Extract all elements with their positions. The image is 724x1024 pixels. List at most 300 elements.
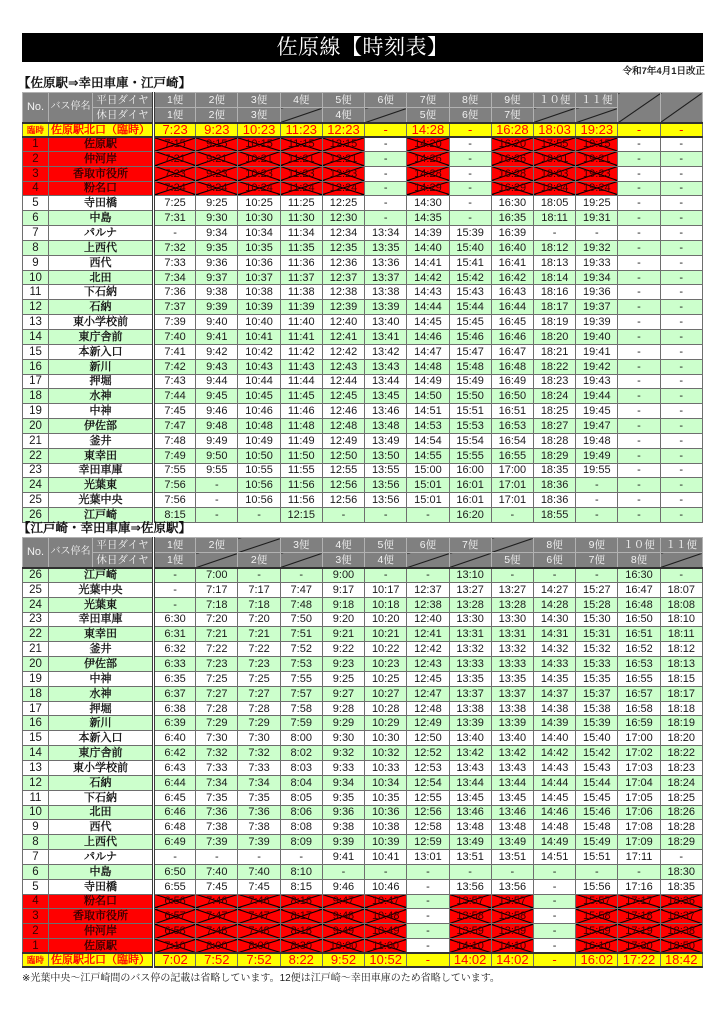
departure-time: 13:44: [491, 775, 533, 790]
departure-time: 8:15: [154, 508, 196, 523]
departure-time-cancelled: 19:15: [576, 137, 618, 152]
departure-time-cancelled: 8:18: [280, 924, 322, 939]
departure-time: -: [618, 508, 660, 523]
departure-time: 15:49: [449, 374, 491, 389]
departure-time: 13:51: [491, 850, 533, 865]
departure-time: 7:42: [154, 359, 196, 374]
stop-name: パルナ: [49, 226, 154, 241]
departure-time: 6:48: [154, 820, 196, 835]
departure-time-cancelled: 8:30: [280, 939, 322, 954]
departure-time: -: [660, 448, 702, 463]
departure-time: 6:30: [154, 612, 196, 627]
stop-row: [23, 835, 703, 850]
trip-header-holiday: 1便: [154, 108, 196, 123]
trip-header-holiday-none: [196, 553, 238, 568]
trip-header-weekday: 9便: [491, 93, 533, 108]
departure-time: 11:36: [280, 255, 322, 270]
departure-time: 12:58: [407, 820, 449, 835]
departure-time: -: [618, 196, 660, 211]
departure-time: 9:25: [196, 196, 238, 211]
departure-time: 12:46: [322, 404, 364, 419]
departure-time: 10:41: [238, 329, 280, 344]
departure-time: 10:27: [365, 686, 407, 701]
departure-time: -: [238, 568, 280, 583]
departure-time: 18:17: [660, 686, 702, 701]
departure-time: 14:28: [407, 123, 449, 137]
departure-time: -: [154, 226, 196, 241]
departure-time-cancelled: 11:23: [280, 166, 322, 181]
departure-time: -: [449, 137, 491, 152]
departure-time: 17:05: [618, 790, 660, 805]
departure-time: -: [660, 315, 702, 330]
trip-header-weekday: 4便: [322, 538, 364, 553]
departure-time: 15:37: [576, 686, 618, 701]
departure-time: 12:55: [407, 790, 449, 805]
departure-time: 18:13: [533, 255, 575, 270]
trip-header-weekday: 3便: [280, 538, 322, 553]
departure-time: 12:49: [407, 716, 449, 731]
departure-time: 14:55: [407, 448, 449, 463]
departure-time: 7:40: [238, 864, 280, 879]
departure-time: 15:28: [576, 597, 618, 612]
departure-time: 18:26: [660, 805, 702, 820]
departure-time: 19:39: [576, 315, 618, 330]
departure-time: 7:36: [238, 805, 280, 820]
departure-time: 15:40: [576, 731, 618, 746]
departure-time: 19:47: [576, 419, 618, 434]
departure-time: 10:42: [238, 344, 280, 359]
departure-time: 9:36: [196, 255, 238, 270]
trip-header-holiday-none: [449, 553, 491, 568]
departure-time: -: [407, 939, 449, 954]
departure-time: -: [533, 924, 575, 939]
departure-time: -: [618, 478, 660, 493]
stop-row: [23, 404, 703, 419]
departure-time: 13:44: [365, 374, 407, 389]
title-bar: [22, 33, 703, 62]
departure-time: 10:21: [365, 627, 407, 642]
departure-time: 7:53: [280, 657, 322, 672]
departure-time: 12:43: [322, 359, 364, 374]
departure-time: -: [280, 568, 322, 583]
departure-time: -: [365, 211, 407, 226]
stop-name: 伊佐部: [49, 419, 154, 434]
departure-time: 9:48: [196, 419, 238, 434]
stop-number: 4: [23, 894, 49, 909]
departure-time: 16:58: [618, 701, 660, 716]
departure-time: -: [365, 181, 407, 196]
stop-row: [23, 657, 703, 672]
departure-time: 15:44: [449, 300, 491, 315]
departure-time: 19:49: [576, 448, 618, 463]
revision-date: 令和7年4月1日改正: [622, 66, 705, 77]
stop-number: 3: [23, 166, 49, 181]
departure-time: 6:40: [154, 731, 196, 746]
departure-time: 9:23: [322, 657, 364, 672]
departure-time: 10:28: [365, 701, 407, 716]
departure-time: 14:45: [407, 315, 449, 330]
departure-time: 15:39: [576, 716, 618, 731]
departure-time: 9:32: [322, 746, 364, 761]
departure-time: 18:29: [533, 448, 575, 463]
departure-time: -: [618, 181, 660, 196]
departure-time-cancelled: 9:49: [322, 924, 364, 939]
departure-time: 12:25: [322, 196, 364, 211]
departure-time: 7:50: [280, 612, 322, 627]
departure-time: 7:29: [196, 716, 238, 731]
departure-time: 12:37: [322, 270, 364, 285]
departure-time: 15:49: [576, 835, 618, 850]
trip-header-holiday: 6便: [449, 108, 491, 123]
stop-name: 本新入口: [49, 344, 154, 359]
departure-time: 14:45: [533, 790, 575, 805]
departure-time: -: [365, 568, 407, 583]
stop-number: 19: [23, 671, 49, 686]
trip-header-unused: [660, 93, 702, 123]
departure-time: 12:45: [322, 389, 364, 404]
departure-time: 17:04: [618, 775, 660, 790]
departure-time: 13:10: [449, 568, 491, 583]
departure-time-cancelled: 17:30: [618, 939, 660, 954]
trip-header-holiday-none: [365, 108, 407, 123]
trip-header-holiday: 4便: [365, 553, 407, 568]
departure-time: 10:40: [238, 315, 280, 330]
departure-time: 10:41: [365, 850, 407, 865]
departure-time: 12:44: [322, 374, 364, 389]
stop-name: 上西代: [49, 240, 154, 255]
departure-time: 12:56: [322, 493, 364, 508]
suspended-stop-row: [23, 181, 703, 196]
departure-time-cancelled: 14:10: [491, 939, 533, 954]
stop-name: 東庁舎前: [49, 329, 154, 344]
departure-time: 10:38: [365, 820, 407, 835]
departure-time: 16:57: [618, 686, 660, 701]
departure-time: 12:38: [407, 597, 449, 612]
timetable-body: [23, 568, 703, 968]
departure-time: 18:14: [533, 270, 575, 285]
stop-name: 東幸田: [49, 627, 154, 642]
departure-time: 16:01: [449, 478, 491, 493]
timetable-outbound: [22, 92, 703, 523]
stop-name: 東小学校前: [49, 760, 154, 775]
stop-name: 上西代: [49, 835, 154, 850]
stop-row: [23, 731, 703, 746]
departure-time: 17:06: [618, 805, 660, 820]
stop-number: 17: [23, 374, 49, 389]
departure-time-cancelled: 17:55: [533, 137, 575, 152]
departure-time: 16:55: [491, 448, 533, 463]
departure-time: 14:35: [407, 211, 449, 226]
departure-time-cancelled: 18:38: [660, 924, 702, 939]
stop-row: [23, 300, 703, 315]
departure-time: 10:45: [238, 389, 280, 404]
departure-time: 9:29: [322, 716, 364, 731]
departure-time: 12:49: [322, 433, 364, 448]
departure-time-cancelled: 7:47: [238, 909, 280, 924]
departure-time: 14:37: [533, 686, 575, 701]
departure-time: -: [576, 493, 618, 508]
departure-time: 10:55: [238, 463, 280, 478]
departure-time: -: [660, 285, 702, 300]
departure-time: 10:39: [238, 300, 280, 315]
header-holiday-schedule: 休日ダイヤ: [93, 108, 154, 123]
header-row-holiday: [23, 553, 703, 568]
departure-time: 18:07: [660, 582, 702, 597]
departure-time: 13:36: [365, 255, 407, 270]
departure-time: 13:31: [491, 627, 533, 642]
departure-time: 14:53: [407, 419, 449, 434]
departure-time: 14:02: [449, 953, 491, 967]
departure-time: 7:02: [154, 953, 196, 967]
departure-time: 18:25: [533, 404, 575, 419]
stop-number: 24: [23, 478, 49, 493]
departure-time: 18:13: [660, 657, 702, 672]
trip-header-weekday: 1便: [154, 93, 196, 108]
departure-time: 10:38: [238, 285, 280, 300]
trip-header-weekday-none: [491, 538, 533, 553]
departure-time: 7:52: [280, 642, 322, 657]
stop-row: [23, 820, 703, 835]
stop-number: 16: [23, 716, 49, 731]
departure-time: 15:27: [576, 582, 618, 597]
departure-time: 7:31: [154, 211, 196, 226]
departure-time-cancelled: 16:26: [491, 151, 533, 166]
departure-time: 12:54: [407, 775, 449, 790]
departure-time: 9:41: [196, 329, 238, 344]
departure-time: -: [154, 568, 196, 583]
trip-header-weekday: 5便: [365, 538, 407, 553]
departure-time: -: [618, 226, 660, 241]
departure-time: 13:32: [449, 642, 491, 657]
departure-time: 9:52: [322, 953, 364, 967]
departure-time: 9:27: [322, 686, 364, 701]
departure-time: -: [660, 255, 702, 270]
departure-time: 18:22: [533, 359, 575, 374]
departure-time: 15:42: [449, 270, 491, 285]
departure-time: 8:06: [280, 805, 322, 820]
footnote: ※光葉中央～江戸崎間のバス停の記載は省略しています。12便は江戸崎～幸田車庫のため省略しています。: [22, 973, 500, 984]
departure-time: 16:59: [618, 716, 660, 731]
departure-time: 17:01: [491, 493, 533, 508]
stop-row: [23, 627, 703, 642]
departure-time: 7:47: [154, 419, 196, 434]
departure-time: 11:49: [280, 433, 322, 448]
departure-time: -: [449, 166, 491, 181]
departure-time: 10:20: [365, 612, 407, 627]
stop-row: [23, 359, 703, 374]
departure-time: 12:59: [407, 835, 449, 850]
stop-number: 25: [23, 493, 49, 508]
departure-time: 9:35: [322, 790, 364, 805]
departure-time-cancelled: 14:10: [449, 939, 491, 954]
departure-time: 15:35: [576, 671, 618, 686]
departure-time: 9:38: [322, 820, 364, 835]
trip-header-holiday: 2便: [238, 553, 280, 568]
departure-time: 8:08: [280, 820, 322, 835]
departure-time: 14:28: [533, 597, 575, 612]
departure-time-cancelled: 13:58: [491, 909, 533, 924]
departure-time: 10:37: [238, 270, 280, 285]
trip-header-holiday: 3便: [322, 553, 364, 568]
stop-number: 19: [23, 404, 49, 419]
trip-header-weekday: 4便: [280, 93, 322, 108]
trip-header-holiday-none: [660, 553, 702, 568]
departure-time-cancelled: 10:48: [365, 909, 407, 924]
departure-time-cancelled: 7:47: [196, 909, 238, 924]
departure-time: 16:48: [618, 597, 660, 612]
departure-time: 16:47: [491, 344, 533, 359]
departure-time: 12:48: [407, 701, 449, 716]
departure-time-cancelled: 16:20: [491, 137, 533, 152]
timetable-header: [23, 93, 703, 123]
departure-time: 12:45: [407, 671, 449, 686]
departure-time: 14:49: [533, 835, 575, 850]
stop-row: [23, 419, 703, 434]
departure-time: 10:50: [238, 448, 280, 463]
departure-time: -: [365, 151, 407, 166]
departure-time: 15:01: [407, 493, 449, 508]
stop-name: 光葉中央: [49, 493, 154, 508]
trip-header-holiday: 1便: [154, 553, 196, 568]
trip-header-holiday: 4便: [322, 108, 364, 123]
departure-time: 13:50: [365, 448, 407, 463]
departure-time: 7:47: [280, 582, 322, 597]
stop-name: 江戸崎: [49, 508, 154, 523]
departure-time: 7:28: [196, 701, 238, 716]
departure-time: 14:43: [533, 760, 575, 775]
stop-number: 11: [23, 285, 49, 300]
suspended-stop-row: [23, 939, 703, 954]
timetable-header: [23, 538, 703, 568]
departure-time: 17:02: [618, 746, 660, 761]
departure-time: 17:22: [618, 953, 660, 967]
departure-time: -: [618, 419, 660, 434]
departure-time: 16:55: [618, 671, 660, 686]
stop-number: 24: [23, 597, 49, 612]
departure-time-cancelled: 7:10: [154, 939, 196, 954]
departure-time: 7:39: [196, 835, 238, 850]
departure-time-cancelled: 12:21: [322, 151, 364, 166]
stop-number: 4: [23, 181, 49, 196]
header-holiday-schedule: 休日ダイヤ: [93, 553, 154, 568]
departure-time: 7:45: [196, 879, 238, 894]
stop-row: [23, 389, 703, 404]
departure-time: 13:43: [449, 760, 491, 775]
stop-row: [23, 612, 703, 627]
departure-time: -: [660, 226, 702, 241]
departure-time: 9:21: [322, 627, 364, 642]
departure-time: 19:31: [576, 211, 618, 226]
stop-number: 12: [23, 775, 49, 790]
departure-time: 7:25: [154, 196, 196, 211]
stop-row: [23, 760, 703, 775]
departure-time: 17:08: [618, 820, 660, 835]
header-weekday-schedule: 平日ダイヤ: [93, 538, 154, 553]
departure-time: 7:55: [154, 463, 196, 478]
departure-time: 7:22: [196, 642, 238, 657]
stop-name: 下石納: [49, 285, 154, 300]
departure-time: 13:45: [491, 790, 533, 805]
departure-time: -: [660, 240, 702, 255]
departure-time: -: [365, 864, 407, 879]
departure-time: 13:38: [491, 701, 533, 716]
departure-time: 6:42: [154, 746, 196, 761]
departure-time: 9:00: [322, 568, 364, 583]
departure-time: 19:34: [576, 270, 618, 285]
departure-time: -: [660, 137, 702, 152]
departure-time: -: [660, 344, 702, 359]
departure-time: 6:50: [154, 864, 196, 879]
departure-time: 7:33: [196, 760, 238, 775]
stop-number: 1: [23, 137, 49, 152]
departure-time-cancelled: 16:28: [491, 166, 533, 181]
departure-time: 16:53: [618, 657, 660, 672]
stop-number: 23: [23, 612, 49, 627]
departure-time-cancelled: 19:21: [576, 151, 618, 166]
departure-time: 9:39: [322, 835, 364, 850]
departure-time: 15:55: [449, 448, 491, 463]
trip-header-weekday: 7便: [449, 538, 491, 553]
stop-name: 水神: [49, 686, 154, 701]
departure-time: 13:45: [449, 790, 491, 805]
departure-time: 17:00: [491, 463, 533, 478]
departure-time: 6:44: [154, 775, 196, 790]
departure-time: 7:17: [238, 582, 280, 597]
departure-time: 16:30: [618, 568, 660, 583]
departure-time: 10:44: [238, 374, 280, 389]
departure-time: 16:44: [491, 300, 533, 315]
stop-row: [23, 671, 703, 686]
stop-row: [23, 329, 703, 344]
stop-number: 15: [23, 344, 49, 359]
departure-time: -: [365, 196, 407, 211]
departure-time: 14:47: [407, 344, 449, 359]
departure-time-cancelled: 18:37: [660, 909, 702, 924]
departure-time: 7:41: [154, 344, 196, 359]
stop-number: 14: [23, 746, 49, 761]
departure-time: 13:28: [449, 597, 491, 612]
departure-time: -: [322, 864, 364, 879]
departure-time: 14:40: [533, 731, 575, 746]
departure-time-cancelled: 18:04: [533, 181, 575, 196]
departure-time: 7:33: [238, 760, 280, 775]
departure-time: -: [576, 864, 618, 879]
departure-time: 13:48: [491, 820, 533, 835]
departure-time-cancelled: 8:00: [238, 939, 280, 954]
departure-time-cancelled: 10:24: [238, 181, 280, 196]
trip-header-holiday: 5便: [407, 108, 449, 123]
departure-time: 15:51: [576, 850, 618, 865]
departure-time: 12:41: [322, 329, 364, 344]
departure-time: 9:30: [322, 731, 364, 746]
departure-time: 11:40: [280, 315, 322, 330]
trip-header-weekday: １０便: [533, 93, 575, 108]
departure-time: 15:38: [576, 701, 618, 716]
departure-time: 14:51: [533, 850, 575, 865]
departure-time: 13:32: [491, 642, 533, 657]
departure-time: 6:45: [154, 790, 196, 805]
departure-time: 13:27: [449, 582, 491, 597]
departure-time: 10:33: [365, 760, 407, 775]
departure-time: 13:40: [449, 731, 491, 746]
departure-time-cancelled: 18:50: [660, 939, 702, 954]
stop-name: 中神: [49, 404, 154, 419]
departure-time: 15:54: [449, 433, 491, 448]
departure-time: 6:35: [154, 671, 196, 686]
departure-time: 12:35: [322, 240, 364, 255]
departure-time-cancelled: 14:20: [407, 137, 449, 152]
departure-time: 13:35: [449, 671, 491, 686]
